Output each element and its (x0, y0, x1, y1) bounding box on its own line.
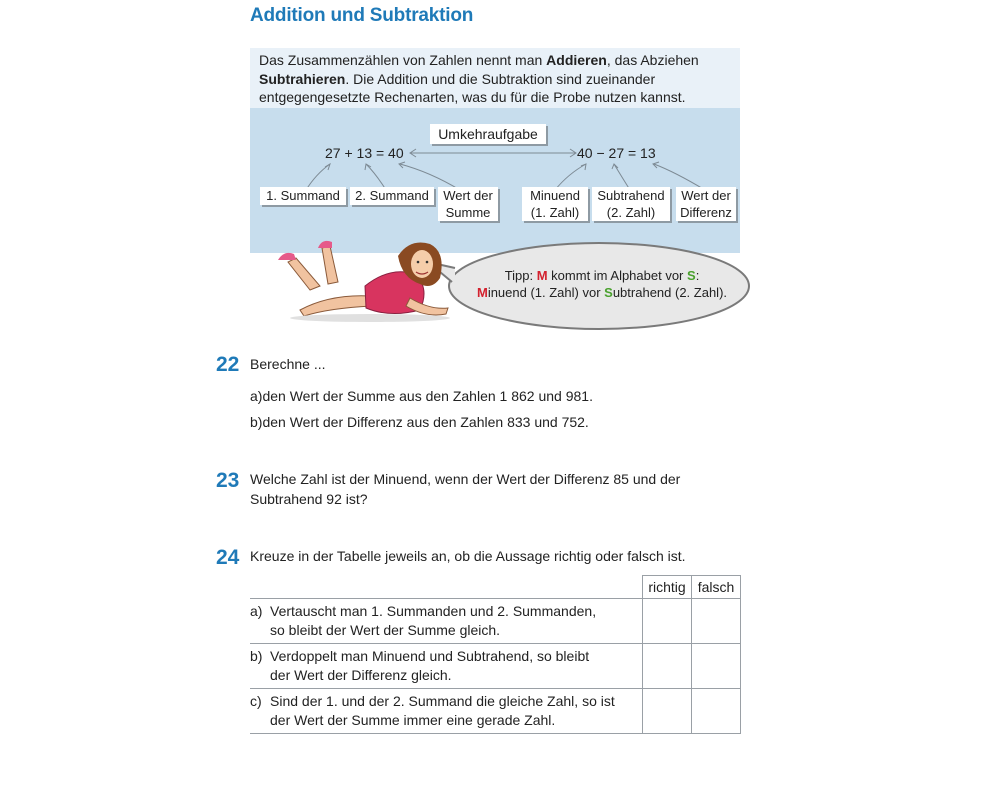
tip-letter-m: M (476, 285, 488, 300)
task-number-22: 22 (216, 353, 240, 376)
task-24-intro: Kreuze in der Tabelle jeweils an, ob die Aussage richtig oder falsch ist. (250, 548, 686, 564)
checkbox-cell-falsch[interactable] (692, 644, 741, 689)
label-wert-summe (438, 187, 498, 221)
statement-line: Verdoppelt man Minuend und Subtrahend, so bleibt (270, 648, 590, 664)
table-row (250, 644, 741, 689)
label-line: Wert der (681, 188, 731, 203)
task-text: den Wert der Summe aus den Zahlen 1 862 und 981. (262, 388, 593, 404)
row-letter: c) (250, 693, 262, 709)
umkehraufgabe-label: Umkehraufgabe (430, 124, 546, 144)
tip-letter-m: M (536, 268, 548, 283)
row-letter: a) (250, 603, 263, 619)
statement-line: Sind der 1. und der 2. Summand die gleiche Zahl, so ist (270, 693, 615, 709)
subtraction-equation: 40 − 27 = 13 (577, 145, 656, 161)
checkbox-cell-falsch[interactable] (692, 689, 741, 734)
tip-part: : (695, 268, 700, 283)
tip-letter-s: S (687, 268, 696, 283)
tip-part: ubtrahend (2. Zahl). (612, 285, 728, 300)
column-header-falsch: falsch (692, 576, 741, 599)
label-line: (1. Zahl) (530, 205, 580, 220)
label-subtrahend (592, 187, 670, 221)
table-corner (250, 576, 643, 599)
row-statement (270, 692, 642, 730)
task-text: den Wert der Differenz aus den Zahlen 833 und 752. (262, 414, 589, 430)
label-line: Summe (445, 205, 491, 220)
tip-part: inuend (1. Zahl) vor (487, 285, 605, 300)
info-text: , das Abziehen (606, 52, 699, 68)
task-line: Subtrahend 92 ist? (250, 491, 368, 507)
label-line: Subtrahend (597, 188, 665, 203)
statement-line: so bleibt der Wert der Summe gleich. (270, 622, 501, 638)
label-wert-differenz (676, 187, 736, 221)
task-letter: a) (250, 388, 263, 404)
label-minuend (522, 187, 588, 221)
page-title: Addition und Subtraktion (250, 5, 474, 26)
tip-letter-s: S (604, 285, 613, 300)
task-23-text (250, 469, 680, 509)
true-false-table (250, 575, 741, 734)
info-keyword-addieren: Addieren (546, 52, 607, 68)
label-summand-2: 2. Summand (350, 187, 434, 205)
tip-part: Tipp: (504, 268, 537, 283)
checkbox-cell-richtig[interactable] (643, 644, 692, 689)
info-box (250, 48, 740, 108)
label-line: (2. Zahl) (606, 205, 656, 220)
label-line: Differenz (680, 205, 732, 220)
row-statement (270, 647, 642, 685)
row-statement (270, 602, 642, 640)
info-text: Das Zusammenzählen von Zahlen nennt man (259, 52, 547, 68)
info-text: entgegengesetzte Rechenarten, was du für die Probe nutzen kannst. (259, 89, 686, 105)
checkbox-cell-richtig[interactable] (643, 689, 692, 734)
umkehr-diagram (250, 108, 740, 253)
task-22a (250, 386, 593, 406)
task-number-23: 23 (216, 469, 240, 492)
table-row (250, 599, 741, 644)
label-line: Wert der (443, 188, 493, 203)
checkbox-cell-richtig[interactable] (643, 599, 692, 644)
tip-part: kommt im Alphabet vor (547, 268, 688, 283)
addition-equation: 27 + 13 = 40 (325, 145, 404, 161)
statement-line: der Wert der Summe immer eine gerade Zahl. (270, 712, 556, 728)
label-line: Minuend (530, 188, 580, 203)
info-text: . Die Addition und die Subtraktion sind zueinander (345, 70, 656, 87)
task-line: Welche Zahl ist der Minuend, wenn der Wert der Differenz 85 und der (250, 471, 681, 487)
statement-line: Vertauscht man 1. Summanden und 2. Summanden, (270, 603, 597, 619)
checkbox-cell-falsch[interactable] (692, 599, 741, 644)
task-number-24: 24 (216, 546, 240, 569)
statement-line: der Wert der Differenz gleich. (270, 667, 452, 683)
task-letter: b) (250, 414, 263, 430)
label-summand-1: 1. Summand (260, 187, 346, 205)
task-22b (250, 412, 589, 432)
info-keyword-subtrahieren: Subtrahieren (259, 70, 346, 87)
column-header-richtig: richtig (643, 576, 692, 599)
task-22-intro: Berechne ... (250, 356, 326, 372)
row-letter: b) (250, 648, 263, 664)
tip-text (462, 267, 742, 301)
table-row (250, 689, 741, 734)
